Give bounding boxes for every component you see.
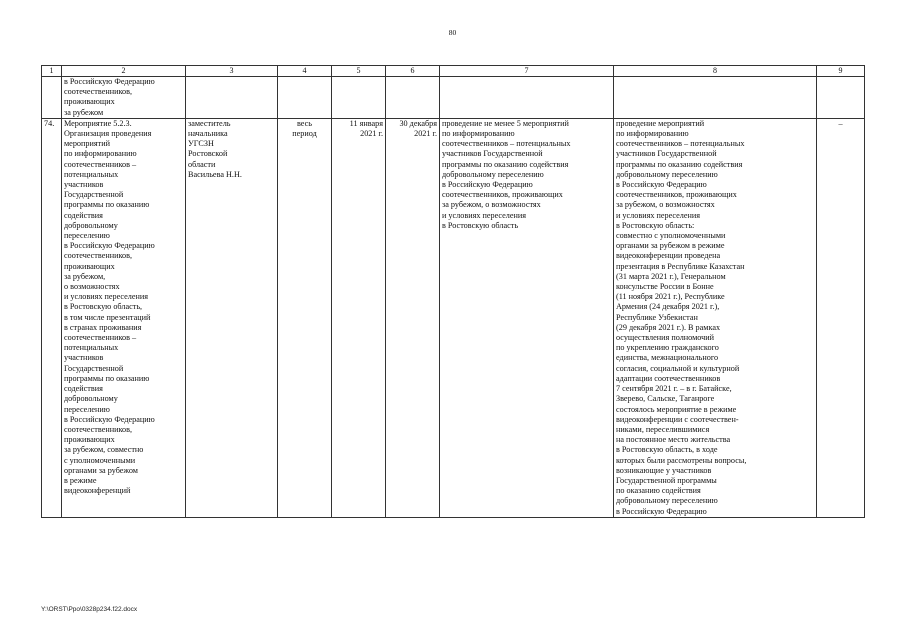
header-cell: 8 [614, 66, 817, 77]
header-row [42, 66, 865, 77]
header-cell: 4 [278, 66, 332, 77]
note-cell: – [817, 118, 865, 517]
planned-result-cell: проведение не менее 5 мероприятий по информированию соотечественников – потенциальных участников Государственной программы по оказанию содействия добровольному переселению в Российскую Федерацию соотечественников, проживающих за рубежом, о возможностях и условиях переселения в Ростовскую область [440, 118, 614, 517]
measure-cell: Мероприятие 5.2.3. Организация проведения мероприятий по информированию соотечественников – потенциальных участников Государственной программы по оказанию содействия добровольному переселению в Российскую Федерацию соотечественников, проживающих за рубежом, о возможностях и условиях переселения в Ростовскую область, в том числе презентаций в странах проживания соотечественников – потенциальных участников Государственной программы по оказанию содействия добровольному переселению в Российскую Федерацию соотечественников, проживающих за рубежом, совместно с уполномоченными органами за рубежом в режиме видеоконференций [62, 118, 186, 517]
row-number-cell: 74. [42, 118, 62, 517]
report-table [41, 65, 865, 518]
end-date-cell: 30 декабря 2021 г. [386, 118, 440, 517]
header-cell: 7 [440, 66, 614, 77]
table-row-continued [42, 77, 865, 119]
header-cell: 1 [42, 66, 62, 77]
header-cell: 2 [62, 66, 186, 77]
responsible-cell: заместитель начальника УГСЗН Ростовской области Васильева Н.Н. [186, 118, 278, 517]
actual-result-cell: проведение мероприятий по информированию соотечественников – потенциальных участников Государственной программы по оказанию содействия добровольному переселению в Российскую Федерацию соотечественников, проживающих за рубежом, о возможностях и условиях переселения в Ростовскую область: совместно с уполномоченными органами за рубежом в режиме видеоконференции проведена презентация в Республике Казахстан (31 марта 2021 г.), Генеральном консульстве России в Бонне (11 ноября 2021 г.), Республике Армения (24 декабря 2021 г.), Республике Узбекистан (29 декабря 2021 г.). В рамках осуществления полномочий по укреплению гражданского единства, межнационального согласия, социальной и культурной адаптации соотечественников 7 сентября 2021 г. – в г. Батайске, Зверево, Сальске, Таганроге состоялось мероприятие в режиме видеоконференции с соотечествен- никами, переселившимися на постоянное место жительства в Ростовскую область, в ходе которых были рассмотрены вопросы, возникающие у участников Государственной программы по оказанию содействия добровольному переселению в Российскую Федерацию [614, 118, 817, 517]
header-cell: 3 [186, 66, 278, 77]
measure-cell-continued: в Российскую Федерацию соотечественников, проживающих за рубежом [62, 77, 186, 119]
period-cell: весь период [278, 118, 332, 517]
header-cell: 6 [386, 66, 440, 77]
page-number: 80 [448, 28, 457, 37]
file-path-footer: Y:\ORST\Ppo\0328p234.f22.docx [41, 606, 138, 613]
table-row-74 [42, 118, 865, 517]
header-cell: 9 [817, 66, 865, 77]
start-date-cell: 11 января 2021 г. [332, 118, 386, 517]
header-cell: 5 [332, 66, 386, 77]
